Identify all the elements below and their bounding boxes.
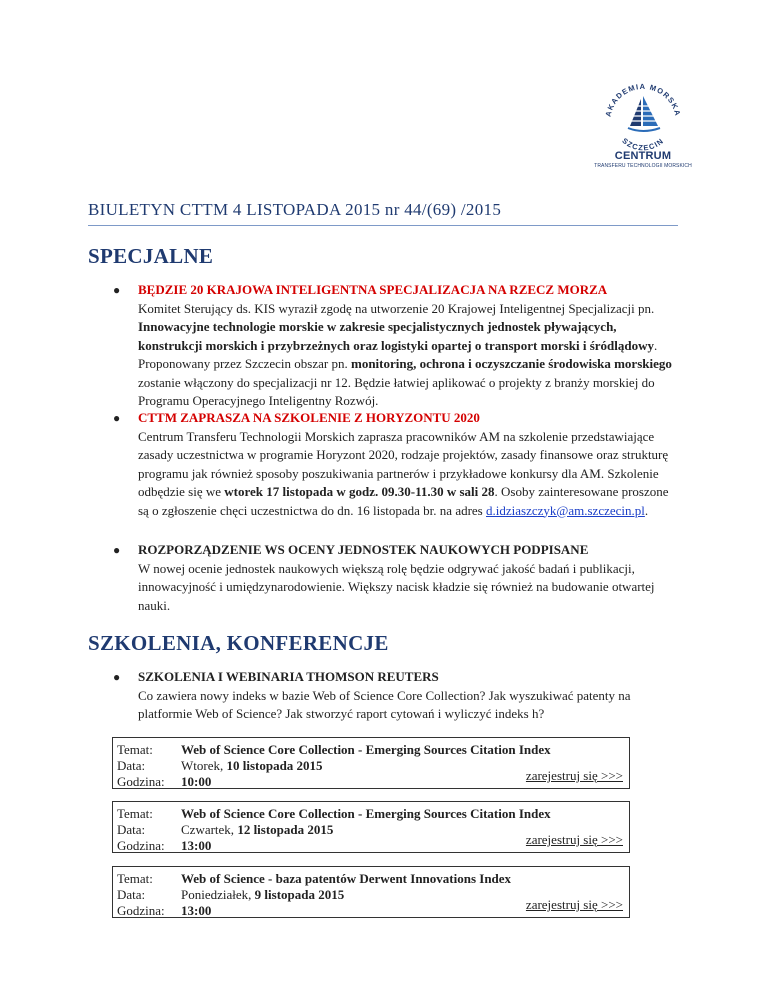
news-body: Centrum Transferu Technologii Morskich zaprasza pracowników AM na szkolenie przedstawiające zasady uczestnictwa w programie Horyzont 2020, rodzaje projektów, zasady finansowe oraz strukturę programu jak również sposoby poszukiwania partnerów i przykładowe konkursy dla AM. Szkolenie odbędzie się we wtorek 17 listopada w godz. 09.30-11.30 w sali 28. Osoby zainteresowane proszone są o zgłoszenie chęci uczestnictwa do dn. 16 listopada br. na adres d.idziaszczyk@am.szczecin.pl.	[138, 428, 669, 518]
bullet-icon: ●	[113, 543, 121, 557]
news-item-regulation	[113, 541, 678, 615]
topic-label: Temat:	[117, 806, 153, 821]
bullet-icon: ●	[113, 283, 121, 297]
news-body: Komitet Sterujący ds. KIS wyraził zgodę na utworzenie 20 Krajowej Inteligentnej Specjalizacji pn. Innowacyjne technologie morskie w zakresie specjalistycznych jednostek pływających, konstrukcji morskich i przybrzeżnych oraz logistyki opartej o transport morski i śródlądowy. Proponowany przez Szczecin obszar pn. monitoring, ochrona i oczyszczanie środowiska morskiego zostanie włączony do specjalizacji nr 12. Będzie łatwiej aplikować o projekty z branży morskiej do Programu Operacyjnego Inteligentny Rozwój.	[138, 300, 672, 408]
register-link[interactable]: zarejestruj się >>>	[525, 897, 623, 912]
date-label: Data:	[117, 822, 146, 837]
register-link[interactable]: zarejestruj się >>>	[525, 832, 623, 847]
date-label: Data:	[117, 887, 146, 902]
webinar-time: 10:00	[181, 774, 212, 789]
news-headline: ROZPORZĄDZENIE WS OCENY JEDNOSTEK NAUKOWYCH PODPISANE	[138, 542, 589, 557]
bullet-icon: ●	[113, 670, 121, 684]
webinar-topic: Web of Science - baza patentów Derwent Innovations Index	[181, 871, 512, 886]
time-label: Godzina:	[117, 838, 165, 853]
section-title-training: SZKOLENIA, KONFERENCJE	[88, 631, 389, 655]
news-item-specialization	[113, 281, 678, 411]
header-divider	[88, 225, 678, 226]
logo-subtitle: TRANSFERU TECHNOLOGII MORSKICH	[594, 163, 692, 169]
news-headline: SZKOLENIA I WEBINARIA THOMSON REUTERS	[138, 669, 439, 684]
webinar-date: Wtorek, 10 listopada 2015	[181, 758, 323, 773]
time-label: Godzina:	[117, 903, 165, 918]
logo-centrum: CENTRUM	[614, 150, 672, 162]
logo-arc-bottom: SZCZECIN	[620, 136, 666, 152]
webinar-date: Poniedziałek, 9 listopada 2015	[181, 887, 345, 902]
bullet-icon: ●	[113, 411, 121, 425]
topic-label: Temat:	[117, 871, 153, 886]
section-title-special: SPECJALNE	[88, 244, 214, 268]
webinar-box	[112, 801, 630, 853]
webinar-time: 13:00	[181, 903, 212, 918]
webinar-box	[112, 866, 630, 918]
ship-sail-icon	[588, 82, 698, 152]
webinar-time: 13:00	[181, 838, 212, 853]
date-label: Data:	[117, 758, 146, 773]
bulletin-title: BIULETYN CTTM 4 LISTOPADA 2015 nr 44/(69) /2015	[88, 200, 502, 219]
webinar-date: Czwartek, 12 listopada 2015	[181, 822, 334, 837]
news-item-thomson-reuters	[113, 668, 678, 724]
email-link[interactable]: d.idziaszczyk@am.szczecin.pl	[486, 502, 645, 518]
topic-label: Temat:	[117, 742, 153, 757]
news-headline: BĘDZIE 20 KRAJOWA INTELIGENTNA SPECJALIZACJA NA RZECZ MORZA	[138, 282, 608, 297]
webinar-topic: Web of Science Core Collection - Emerging Sources Citation Index	[181, 742, 551, 757]
webinar-topic: Web of Science Core Collection - Emerging Sources Citation Index	[181, 806, 551, 821]
news-headline: CTTM ZAPRASZA NA SZKOLENIE Z HORYZONTU 2020	[138, 410, 480, 425]
news-body: Co zawiera nowy indeks w bazie Web of Science Core Collection? Jak wyszukiwać patenty na platformie Web of Science? Jak stworzyć raport cytowań i wyliczyć indeks h?	[138, 687, 631, 721]
cttm-logo	[588, 82, 698, 182]
register-link[interactable]: zarejestruj się >>>	[525, 768, 623, 783]
time-label: Godzina:	[117, 774, 165, 789]
news-item-horizon-training	[113, 409, 678, 520]
logo-arc-top: AKADEMIA MORSKA	[603, 82, 683, 118]
webinar-box	[112, 737, 630, 789]
news-body: W nowej ocenie jednostek naukowych większą rolę będzie odgrywać jakość badań i publikacji, innowacyjność i umiędzynarodowienie. Większy nacisk kładzie się również na budowanie otwartej nauki.	[138, 560, 655, 613]
